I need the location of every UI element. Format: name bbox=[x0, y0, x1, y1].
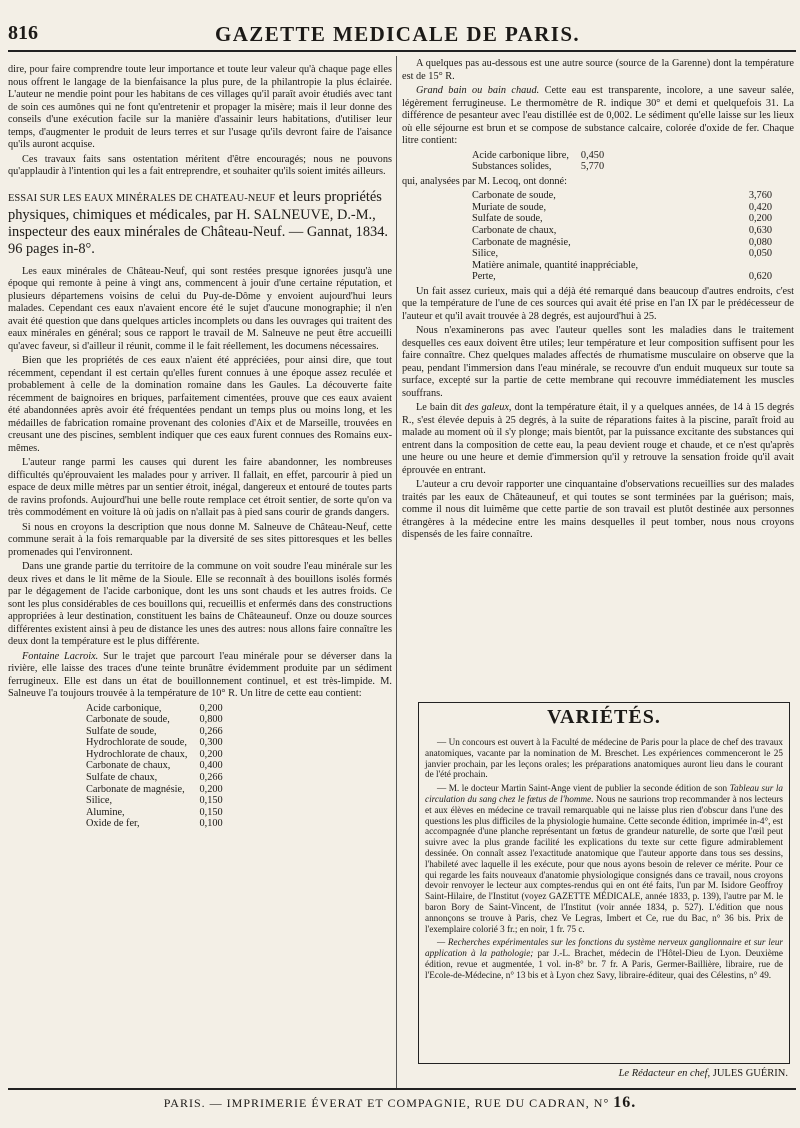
right-paragraph-5: Nous n'examinerons pas avec l'auteur quelles sont les maladies dans le traitement desquelles ces eaux doivent être utiles; leur température et leur composition suffisent pour les faire connaître. Chez quelques malades affectés de rhumatisme musculaire on observe que la peau, pendant l'immersion dans l'eau minérale, se recouvre d'un enduit muqueux sur toute sa surface, excepté sur la partie de cette membrane qui recouvre immédiatement les muscles souffrans. bbox=[402, 325, 794, 399]
redacteur-name: JULES GUÉRIN. bbox=[712, 1068, 788, 1079]
substance-name: Alumine, bbox=[86, 806, 125, 818]
table-row bbox=[86, 726, 223, 738]
left-paragraph-5: L'auteur range parmi les causes qui durent les faire abandonner, les nombreuses difficultés qu'éprouvaient les malades pour y arriver. Il fallait, en effet, parcourir à pied un espace de deux mille mètres par un sentier étroit, inégal, dangereux et entouré de toutes parts de ravins profonds. Aujourd'hui une belle route remplace cet étroit sentier, de sorte qu'on va très commodément en voiture là où jadis on n'allait pas à pied sans courir de grands dangers. bbox=[8, 457, 392, 518]
table-row bbox=[86, 818, 223, 830]
table-row bbox=[86, 749, 223, 761]
table-row bbox=[472, 260, 772, 272]
substance-value: 0,080 bbox=[748, 236, 772, 248]
substance-value: 0,630 bbox=[748, 224, 772, 236]
header-rule bbox=[8, 50, 796, 52]
page-number: 816 bbox=[8, 22, 38, 44]
item2-body: Nous ne saurions trop recommander à nos lecteurs et aux élèves en médecine ce travail remarquable qui ne laisse plus rien d'obscur dans l'une des questions les plus difficiles de la physiologie humaine. Cette seconde édition, imprimée in-4°, est accompagnée d'une planche représentant un fœtus de grandeur naturelle, de sorte que l'œil peut suivre avec la plus grande facilité les explications du texte sur cette figure admirablement dessinée. On connaît assez l'exactitude anatomique que l'auteur apporte dans tous ses dessins, l'habileté avec laquelle il les exécute, pour que nous ayons besoin de relever ce mérite. Pour ce qui regarde les faits nouveaux d'anatomie physiologique consignés dans ce travail, nous croyons devoir renvoyer le lecteur aux comptes-rendus qui en ont été faits, l'un par M. Isidore Geoffroy Saint-Hilaire, de l'Institut (voyez GAZETTE MÉDICALE, année 1833, p. 139), l'autre par M. le baron Bory de Saint-Vincent, de l'Institut (voir année 1834, p. 527). L'édition que nous annonçons se trouve à Paris, chez Ve Legras, Imbert et Ce, rue du Bac, n° 36 bis. Prix de l'exemplaire colorié 3 fr.; en noir, 1 fr. 75 c. bbox=[425, 793, 784, 934]
substance-name: Silice, bbox=[472, 248, 499, 260]
page-header bbox=[0, 22, 800, 50]
bain-text-a: Le bain dit bbox=[416, 402, 462, 414]
right-paragraph-2 bbox=[402, 85, 794, 148]
substance-value: 5,770 bbox=[580, 161, 605, 173]
table-row bbox=[472, 248, 772, 260]
substance-name: Hydrochlorate de chaux, bbox=[86, 748, 188, 760]
substance-value: 0,200 bbox=[199, 748, 223, 760]
page-footer bbox=[0, 1094, 800, 1114]
substance-name: Oxide de fer, bbox=[86, 818, 140, 830]
substance-value: 0,200 bbox=[748, 213, 772, 225]
varietes-box bbox=[418, 702, 790, 1064]
varietes-text bbox=[425, 737, 783, 984]
table-row bbox=[86, 807, 223, 819]
table-row bbox=[472, 150, 604, 162]
table-row bbox=[86, 772, 223, 784]
substance-name: Acide carbonique libre, bbox=[472, 149, 569, 161]
left-paragraph-8 bbox=[8, 651, 392, 701]
left-paragraph-4: Bien que les propriétés de ces eaux n'aient été appréciées, pour ainsi dire, que tout récemment, cependant il est certain qu'elles furent connues à une époque assez reculée et probablement à celle de la domination romaine dans les Gaules. La découverte faite récemment de baignoires en briques, parfaitement cimentées, prouve que ces eaux avaient été abandonnées après avoir été fréquentées pendant un temps plus ou moins long, et les médailles de fabrication romaine provenant des colonies d'Aix et de Marseille, trouvées en creusant une des piscines, semblent indiquer que ces eaux furent connues des Romains eux-mêmes. bbox=[8, 355, 392, 454]
left-paragraph-3: Les eaux minérales de Château-Neuf, qui sont restées presque ignorées jusqu'à une époque qui remonte à peine à vingt ans, commencent à jouir d'une certaine réputation, et plusieurs départemens voisins de celui du Puy-de-Dôme y envoient aujourd'hui leurs malades. Cependant ces eaux n'avaient encore été le sujet d'aucune monographie; il n'en avait été question que dans quelques articles incomplets ou dans les ouvrages qui traitent des eaux minérales en général; sous ce rapport le travail de M. Salneuve ne peut être accueilli qu'avec faveur, si d'ailleur il réunit, comme il le fait réellement, les documens nécessaires. bbox=[8, 265, 392, 352]
substance-value: 0,620 bbox=[748, 271, 772, 283]
essay-title-rest-1: et leurs propriétés physiques, chimiques et médicales, par H. bbox=[8, 188, 382, 223]
left-paragraph-8-text: Sur le trajet que parcourt l'eau minérale pour se déverser dans la rivière, elle laisse des traces d'une teinte brunâtre évidemment produite par un sédiment ferrugineux. Elle est dans un état de bouillonnement continuel, et est très-limpide. M. Salneuve l'a toujours trouvée à la température de 10° R. Un litre de cette eau contient: bbox=[8, 650, 393, 699]
substance-name: Carbonate de chaux, bbox=[86, 760, 171, 772]
grand-bain-heading: Grand bain ou bain chaud. bbox=[416, 85, 540, 96]
footer-rule bbox=[8, 1088, 796, 1090]
table-row bbox=[472, 271, 772, 283]
table-row bbox=[86, 714, 223, 726]
substance-value: 0,150 bbox=[199, 806, 223, 818]
bain-text-b: , dont la température était, il y a quelques années, de 14 à 15 degrés R., s'est élevée depuis à 25 degrés, à la suite de réparations faites à la piscine, paraît froid au malade au moment où il s'y plonge; mais bientôt, par la puissance excitante des substances qui entrent dans la composition de cette eau, la peau devient rouge et chaude, et ce n'est qu'après une heure ou une heure et demie d'immersion qu'il y retrouve la sensation froide qu'il avait éprouvée en entrant. bbox=[402, 402, 795, 476]
substance-name: Silice, bbox=[86, 795, 113, 807]
substance-name: Hydrochlorate de soude, bbox=[86, 737, 187, 749]
substance-value: 0,300 bbox=[199, 737, 223, 749]
substance-value: 0,400 bbox=[199, 760, 223, 772]
fontaine-lacroix-heading: Fontaine Lacroix. bbox=[22, 650, 99, 662]
table-row bbox=[86, 703, 223, 715]
essay-title bbox=[8, 189, 392, 258]
right-paragraph-7: L'auteur a cru devoir rapporter une cinquantaine d'observations recueillies sur des malades traités par les eaux de Châteauneuf, et qui toutes se sont terminées par la guérison; mais, comme il nous dit luimême que cette partie de son travail est plutôt destinée aux personnes étrangères à la médecine entre les mains desquelles il peut tomber, nous nous croyons dispensés de les faire connaître. bbox=[402, 479, 794, 541]
essay-title-rest-2: , D.-M., inspecteur des eaux minérales de Château-Neuf. — Gannat, 1834. 96 pages in-8°. bbox=[8, 206, 389, 257]
substance-value: 0,200 bbox=[199, 783, 223, 795]
substance-value: 3,760 bbox=[748, 190, 772, 202]
substance-name: Carbonate de soude, bbox=[86, 714, 170, 726]
right-paragraph-2-text: Cette eau est transparente, incolore, a une saveur salée, légèrement ferrugineuse. Le thermomètre de R. indique 30° et demi et quelquefois 31. La différence de pesanteur avec l'eau distillée est de 0,002. Le sédiment qu'elle laisse sur les lieux où elle séjourne est brun et se compose de substance calcaire, colorée d'oxide de fer. Chaque litre contient: bbox=[402, 85, 795, 146]
substance-name: Carbonate de soude, bbox=[472, 190, 556, 202]
varietes-item-1: — Un concours est ouvert à la Faculté de médecine de Paris pour la place de chef des travaux anatomiques, vacante par la nomination de M. Breschet. Les expériences commenceront le 25 janvier prochain, par les leçons orales; les préparations anatomiques auront lieu dans le courant de l'été prochain. bbox=[425, 737, 783, 780]
printer-line: PARIS. — IMPRIMERIE ÉVERAT ET COMPAGNIE, RUE DU CADRAN, N° bbox=[163, 1096, 610, 1110]
essay-title-lead: ESSAI SUR LES EAUX MINÉRALES DE CHATEAU-NEUF bbox=[8, 192, 276, 204]
substance-value: 0,100 bbox=[199, 818, 223, 830]
table-row bbox=[86, 795, 223, 807]
issue-number: 16. bbox=[613, 1094, 637, 1111]
left-paragraph-7: Dans une grande partie du territoire de la commune on voit soudre l'eau minérale sur les deux rives et dans le lit même de la Sioule. Elle se reconnaît à des bouillons isolés formés par le dégagement de l'acide carbonique, dont les uns sont chauds et les autres froids. Ce sont les plus considérables de ces bouillons qui, recueillis et enfermés dans des constructions appropriées à leur destination, constituent les bains de Châteauneuf. Onze ou douze sources différentes existent ainsi à peu de distance les unes des autres: nous allons faire connaître les deux dont la température est le plus différente. bbox=[8, 561, 392, 647]
item3-body: par J.-L. Brachet, médecin de l'Hôtel-Dieu de Lyon. Deuxième édition, revue et augmentée, 1 vol. in-8° br. 7 fr. A Paris, Germer-Baillière, libraire, rue de l'Ecole-de-Médecine, n° 13 bis et à Lyon chez Savy, libraire-éditeur, quai des Célestins, n° 49. bbox=[425, 948, 783, 980]
substance-name: Carbonate de chaux, bbox=[472, 224, 557, 236]
right-paragraph-3: qui, analysées par M. Lecoq, ont donné: bbox=[402, 175, 567, 187]
item2-lead: — M. le docteur Martin Saint-Ange vient de publier la seconde édition de son bbox=[437, 783, 728, 794]
substance-name: Muriate de soude, bbox=[472, 201, 547, 213]
composition-table-grand-bain bbox=[472, 150, 604, 173]
substance-value bbox=[720, 260, 772, 272]
substance-value: 0,266 bbox=[199, 725, 223, 737]
right-paragraph-1: A quelques pas au-dessous est une autre source (source de la Garenne) dont la température est de 15° R. bbox=[402, 58, 794, 82]
right-column bbox=[402, 58, 794, 544]
composition-table-lecoq bbox=[472, 190, 772, 283]
left-paragraph-6: Si nous en croyons la description que nous donne M. Salneuve de Château-Neuf, cette commune serait à la fois remarquable par la diversité de ses sites pittoresques et les belles promenades qui l'environnent. bbox=[8, 521, 392, 558]
table-row bbox=[472, 237, 772, 249]
varietes-title: VARIÉTÉS. bbox=[547, 706, 661, 728]
left-column bbox=[8, 64, 392, 833]
substance-value: 0,800 bbox=[199, 714, 223, 726]
left-paragraph-2: Ces travaux faits sans ostentation méritent d'être encouragés; nous ne pouvons qu'applaudir à l'intention qui les a fait entreprendre, et souhaiter qu'ils soient imités ailleurs. bbox=[8, 153, 392, 177]
table-row bbox=[472, 213, 772, 225]
substance-name: Sulfate de soude, bbox=[472, 213, 543, 225]
substance-name: Acide carbonique, bbox=[86, 702, 162, 714]
composition-table-lacroix bbox=[86, 703, 223, 831]
journal-title: GAZETTE MEDICALE DE PARIS. bbox=[215, 22, 581, 46]
substance-value: 0,050 bbox=[748, 248, 772, 260]
table-row bbox=[86, 760, 223, 772]
substance-value: 0,150 bbox=[199, 795, 223, 807]
substance-name: Sulfate de soude, bbox=[86, 725, 157, 737]
substance-value: 0,420 bbox=[748, 201, 772, 213]
substance-value: 0,266 bbox=[199, 772, 223, 784]
table-row bbox=[472, 161, 604, 173]
varietes-item-2 bbox=[425, 783, 783, 934]
essay-author: SALNEUVE bbox=[253, 206, 330, 223]
bain-des-galeux: des galeux bbox=[464, 402, 509, 414]
left-paragraph-1: dire, pour faire comprendre toute leur importance et toute leur valeur qu'à chaque page elles nous offrent le langage de la bienfaisance la plus pure, de la philantropie la plus éclairée. L'auteur ne mendie point pour les habitans de ces villages qu'il paraît avoir étudiés avec tant de soin ces aumônes qui ne font qu'entretenir et propager la misère; mais il leur donne des conseils d'une exécution facile sur la manière d'assainir leurs habitations, d'utiliser leur temps, d'augmenter le produit de leurs terres et sur l'usage qu'ils devront faire de l'aisance qu'ils auront acquise. bbox=[8, 64, 392, 150]
right-paragraph-4: Un fait assez curieux, mais qui a déjà été remarqué dans beaucoup d'autres endroits, c'est que la température de l'une de ces sources qui avait été prise en l'an IX par le prédécesseur de l'auteur et qu'il avait trouvée à 28 degrés, est aujourd'hui à 25. bbox=[402, 285, 794, 322]
substance-name: Carbonate de magnésie, bbox=[472, 236, 571, 248]
item3-title: — Recherches expérimentales sur les fonctions du système nerveux ganglionnaire et sur leur application à la pathologie; bbox=[425, 937, 783, 959]
table-row bbox=[472, 225, 772, 237]
item2-title: Tableau sur la circulation du sang chez le fœtus de l'homme. bbox=[425, 783, 783, 804]
table-row bbox=[472, 202, 772, 214]
table-row bbox=[86, 737, 223, 749]
substance-value: 0,450 bbox=[580, 149, 605, 161]
substance-name: Perte, bbox=[472, 271, 496, 283]
table-row bbox=[86, 784, 223, 796]
substance-name: Carbonate de magnésie, bbox=[86, 783, 185, 795]
substance-name: Sulfate de chaux, bbox=[86, 772, 158, 784]
redacteur-label: Le Rédacteur en chef, bbox=[618, 1068, 711, 1079]
table-row bbox=[472, 190, 772, 202]
column-divider bbox=[396, 56, 397, 1090]
right-paragraph-6 bbox=[402, 402, 794, 477]
varietes-item-3 bbox=[425, 937, 783, 980]
substance-value: 0,200 bbox=[199, 702, 223, 714]
substance-name: Substances solides, bbox=[472, 161, 552, 173]
redacteur-signature bbox=[418, 1068, 788, 1079]
substance-name: Matière animale, quantité inappréciable, bbox=[472, 259, 639, 271]
